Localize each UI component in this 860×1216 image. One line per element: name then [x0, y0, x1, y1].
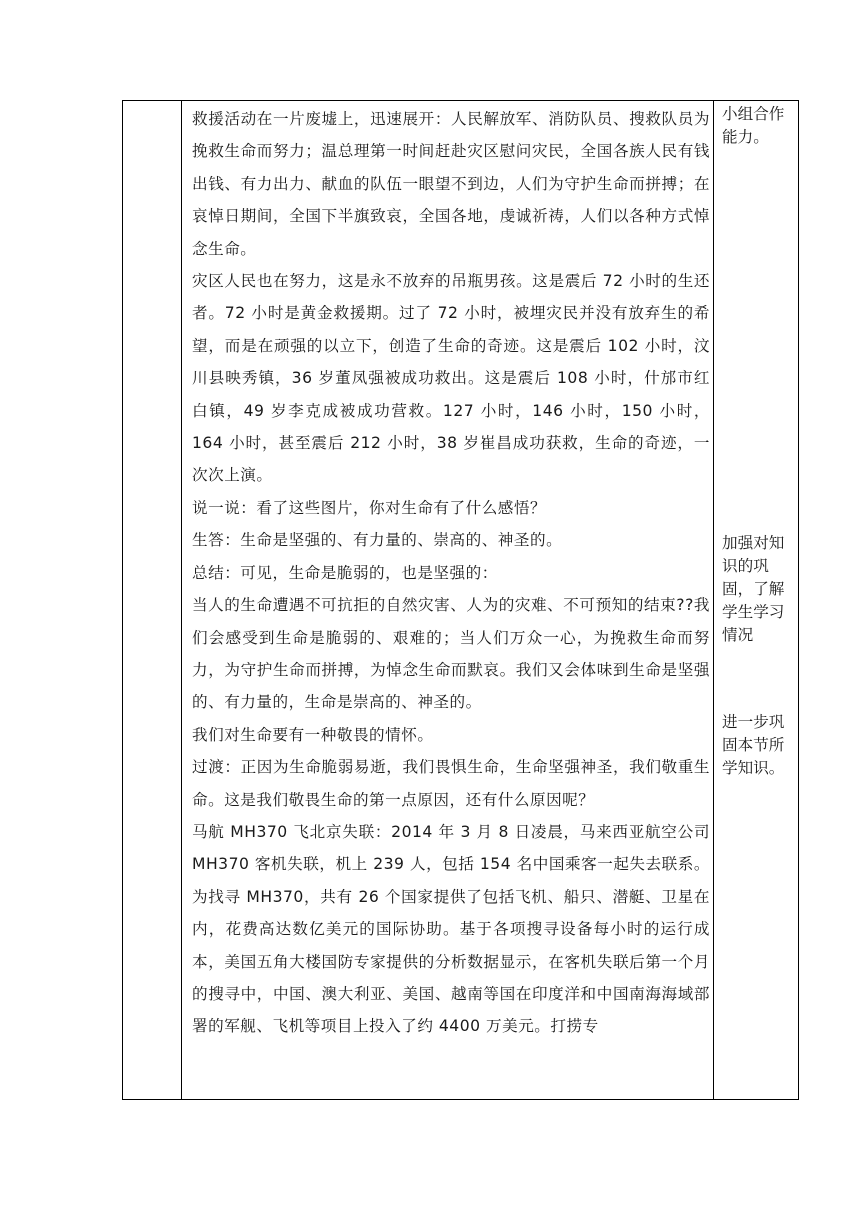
- paragraph-rescue: 救援活动在一片废墟上，迅速展开：人民解放军、消防队员、搜救队员为挽救生命而努力；温总理第一时间赶赴灾区慰问灾民，全国各族人民有钱出钱、有力出力、献血的队伍一眼望不到边，人们为守护生命而拼搏；在哀悼日期间，全国下半旗致哀，全国各地，虔诚祈祷，人们以各种方式悼念生命。: [192, 110, 710, 258]
- empty-left-cell: [123, 101, 182, 1100]
- side-note-teamwork: 小组合作能力。: [722, 105, 785, 146]
- paragraph-awe: 我们对生命要有一种敬畏的情怀。: [192, 725, 434, 744]
- paragraph-mh370: 马航 MH370 飞北京失联：2014 年 3 月 8 日凌晨，马来西亚航空公司 MH370 客机失联，机上 239 人，包括 154 名中国乘客一起失去联系。为找寻 MH370，共有 26 个国家提供了包括飞机、船只、潜艇、卫星在内，花费高达数亿美元的国际协助。基于各项搜寻设备每小时的运行成本，美国五角大楼国防专家提供的分析数据显示，在客机失联后第一个月的搜寻中，中国、澳大利亚、美国、越南等国在印度洋和中国南海海域部署的军舰、飞机等项目上投入了约 4400 万美元。打捞专: [192, 822, 710, 1036]
- teaching-content-cell: [182, 101, 714, 1100]
- side-note-consolidate: 加强对知识的巩固，了解学生学习情况: [722, 534, 785, 644]
- side-note-review: 进一步巩固本节所学知识。: [722, 713, 785, 777]
- lesson-plan-table: [122, 100, 799, 1100]
- paragraph-summary: 总结：可见，生命是脆弱的，也是坚强的：: [192, 563, 498, 582]
- design-intent-cell: [714, 101, 799, 1100]
- paragraph-prompt: 说一说：看了这些图片，你对生命有了什么感悟？: [192, 498, 547, 517]
- paragraph-transition: 过渡：正因为生命脆弱易逝，我们畏惧生命，生命坚强神圣，我们敬重生命。这是我们敬畏生命的第一点原因，还有什么原因呢？: [192, 758, 710, 809]
- design-intent-notes: [714, 101, 798, 1099]
- teaching-content: [182, 101, 713, 1043]
- paragraph-student-answer: 生答：生命是坚强的、有力量的、崇高的、神圣的。: [192, 531, 563, 550]
- paragraph-explanation: 当人的生命遭遇不可抗拒的自然灾害、人为的灾难、不可预知的结束??我们会感受到生命是脆弱的、艰难的；当人们万众一心，为挽救生命而努力，为守护生命而拼搏，为悼念生命而默哀。我们又会体味到生命是坚强的、有力量的，生命是崇高的、神圣的。: [192, 596, 710, 712]
- table-row: [123, 101, 799, 1100]
- paragraph-survivors: 灾区人民也在努力，这是永不放弃的吊瓶男孩。这是震后 72 小时的生还者。72 小时是黄金救援期。过了 72 小时，被埋灾民并没有放弃生的希望，而是在顽强的以立下，创造了生命的奇迹。这是震后 102 小时，汶川县映秀镇，36 岁董凤强被成功救出。这是震后 108 小时，什邡市红白镇，49 岁李克成被成功营救。127 小时，146 小时，150 小时，164 小时，甚至震后 212 小时，38 岁崔昌成功获救，生命的奇迹，一次次上演。: [192, 272, 710, 485]
